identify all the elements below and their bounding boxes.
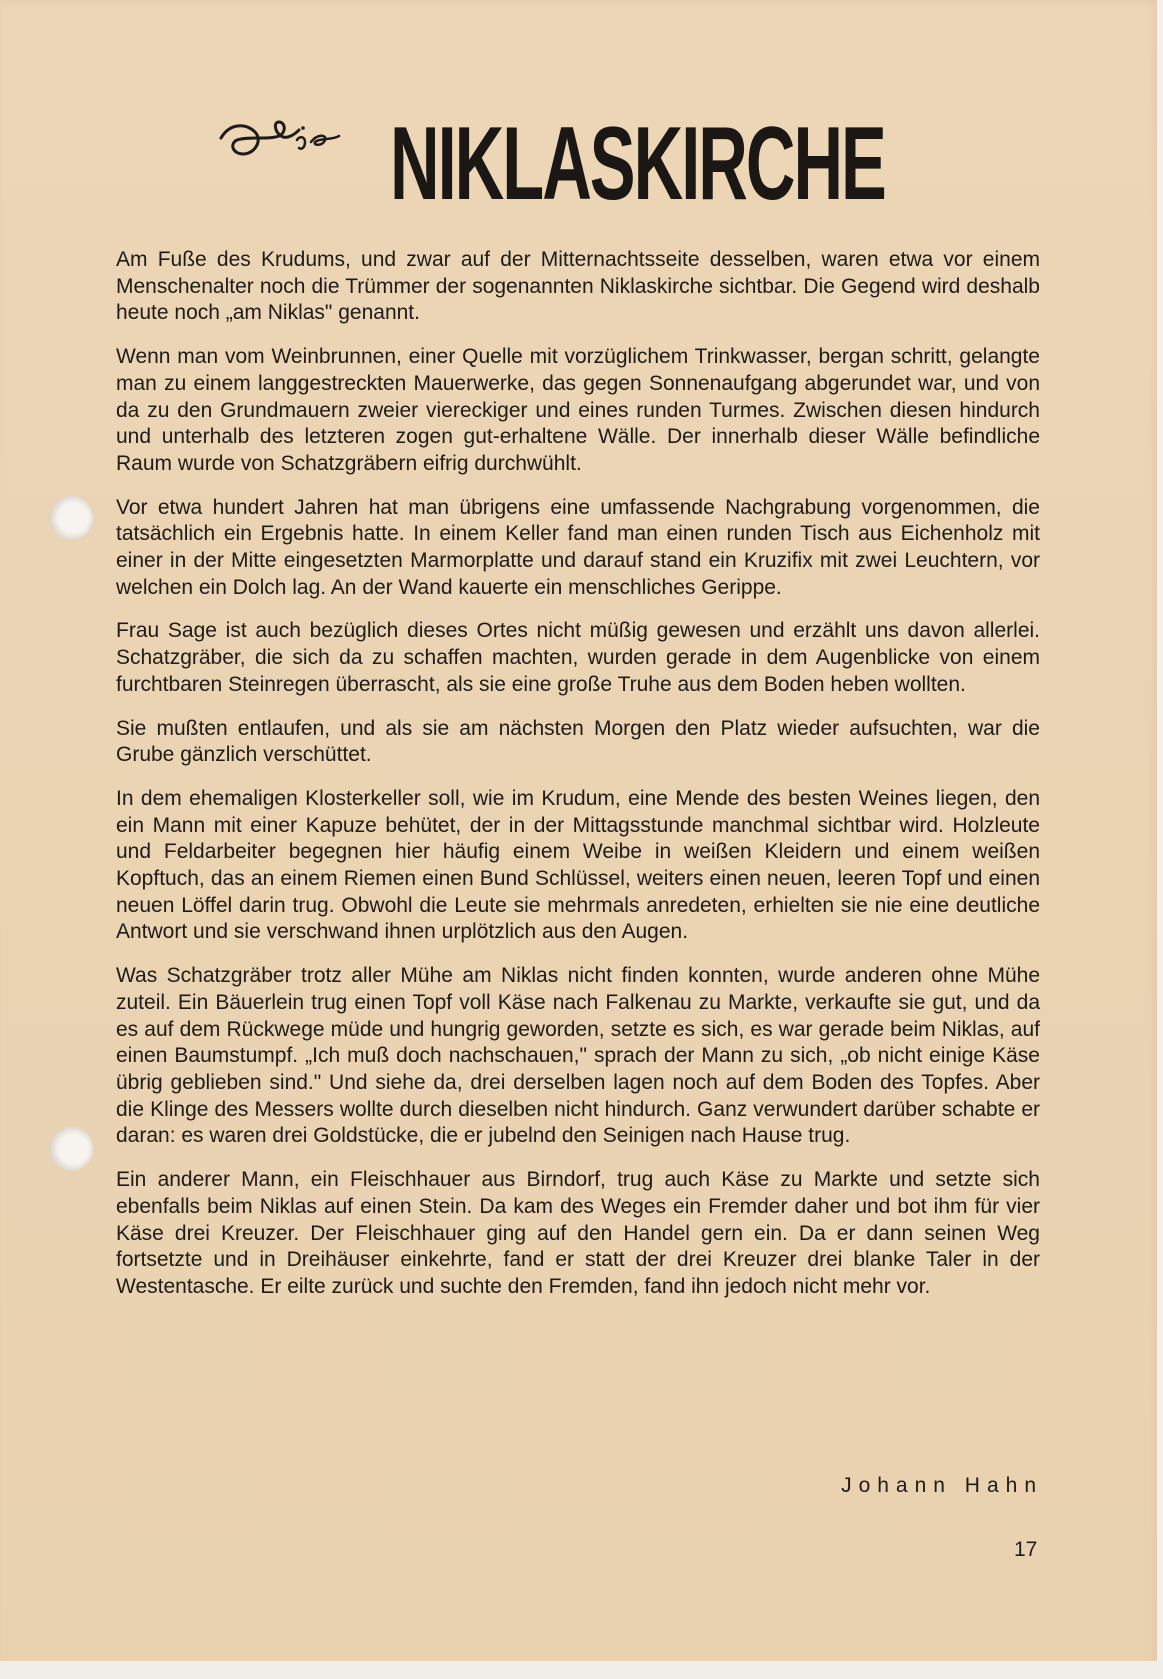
paragraph: Wenn man vom Weinbrunnen, einer Quelle mit vorzüglichem Trinkwasser, bergan schritt, gelangte man zu einem langgestreckten Mauerwerke, das gegen Sonnenaufgang abgerundet war, und von da zu den Grundmauern zweier viereckiger und eines runden Turmes. Zwischen diesen hindurch und unterhalb des letzteren zogen gut-erhaltene Wälle. Der innerhalb dieser Wälle befindliche Raum wurde von Schatzgräbern eifrig durchwühlt. — [116, 345, 1040, 475]
paragraph: Ein anderer Mann, ein Fleischhauer aus Birndorf, trug auch Käse zu Markte und setzte sich ebenfalls beim Niklas auf einen Stein. Da kam des Weges ein Fremder daher und bot ihm für vier Käse drei Kreuzer. Der Fleischhauer ging auf den Handel gern ein. Da er dann seinen Weg fortsetzte und in Dreihäuser einkehrte, fand er statt der drei Kreuzer drei blanke Taler in der Westentasche. Er eilte zurück und suchte den Fremden, fand ihn jedoch nicht mehr vor. — [116, 1168, 1040, 1298]
title-main-text: NIKLASKIRCHE — [390, 106, 885, 222]
author-signature: Johann Hahn — [841, 1474, 1043, 1497]
punch-hole-top — [49, 496, 93, 540]
paragraph: Sie mußten entlaufen, und als sie am nächsten Morgen den Platz wieder aufsuchten, war die Grube gänzlich verschüttet. — [116, 716, 1040, 767]
scan-edge-bottom — [0, 1661, 1163, 1679]
article-body — [116, 247, 1040, 1318]
punch-hole-bottom — [49, 1127, 93, 1171]
page-title — [215, 106, 915, 222]
paragraph: Am Fuße des Krudums, und zwar auf der Mitternachtsseite desselben, waren etwa vor einem Menschenalter noch die Trümmer der sogenannten Niklaskirche sichtbar. Die Gegend wird deshalb heute noch „am Niklas" genannt. — [116, 248, 1040, 325]
paragraph: Frau Sage ist auch bezüglich dieses Ortes nicht müßig gewesen und erzählt uns davon allerlei. Schatzgräber, die sich da zu schaffen machten, wurden gerade in dem Augenblicke von einem furchtbaren Steinregen überrascht, als sie eine große Truhe aus dem Boden heben wollten. — [116, 619, 1040, 696]
paragraph: In dem ehemaligen Klosterkeller soll, wie im Krudum, eine Mende des besten Weines liegen, den ein Mann mit einer Kapuze behütet, der in der Mittagsstunde manchmal sichtbar wird. Holzleute und Feldarbeiter begegnen hier häufig einem Weibe in weißen Kleidern und einem weißen Kopftuch, das an einem Riemen einen Bund Schlüssel, weiters einen neuen, leeren Topf und einen neuen Löffel darin trug. Obwohl die Leute sie mehrmals anredeten, erhielten sie nie eine deutliche Antwort und sie verschwand ihnen urplötzlich aus den Augen. — [116, 786, 1040, 944]
scan-edge-right — [1157, 0, 1163, 1679]
page-number: 17 — [1014, 1538, 1038, 1561]
paragraph: Vor etwa hundert Jahren hat man übrigens eine umfassende Nachgrabung vorgenommen, die tatsächlich ein Ergebnis hatte. In einem Keller fand man einen runden Tisch aus Eichenholz mit einer in der Mitte eingesetzten Marmorplatte und darauf stand ein Kruzifix mit zwei Leuchtern, vor welchen ein Dolch lag. An der Wand kauerte ein menschliches Gerippe. — [116, 495, 1040, 599]
paragraph: Was Schatzgräber trotz aller Mühe am Niklas nicht finden konnten, wurde anderen ohne Mühe zuteil. Ein Bäuerlein trug einen Topf voll Käse nach Falkenau zu Markte, verkaufte sie gut, und da es auf dem Rückwege müde und hungrig geworden, setzte es sich, es war gerade beim Niklas, auf einen Baumstumpf. „Ich muß doch nachschauen," sprach der Mann zu sich, „ob nicht einige Käse übrig geblieben sind." Und siehe da, drei derselben lagen noch auf dem Boden des Topfes. Aber die Klinge des Messers wollte durch dieselben nicht hindurch. Ganz verwundert darüber schabte er daran: es waren drei Goldstücke, die er jubelnd den Seinigen nach Hause trug. — [116, 964, 1040, 1148]
title-script-die — [215, 110, 375, 170]
